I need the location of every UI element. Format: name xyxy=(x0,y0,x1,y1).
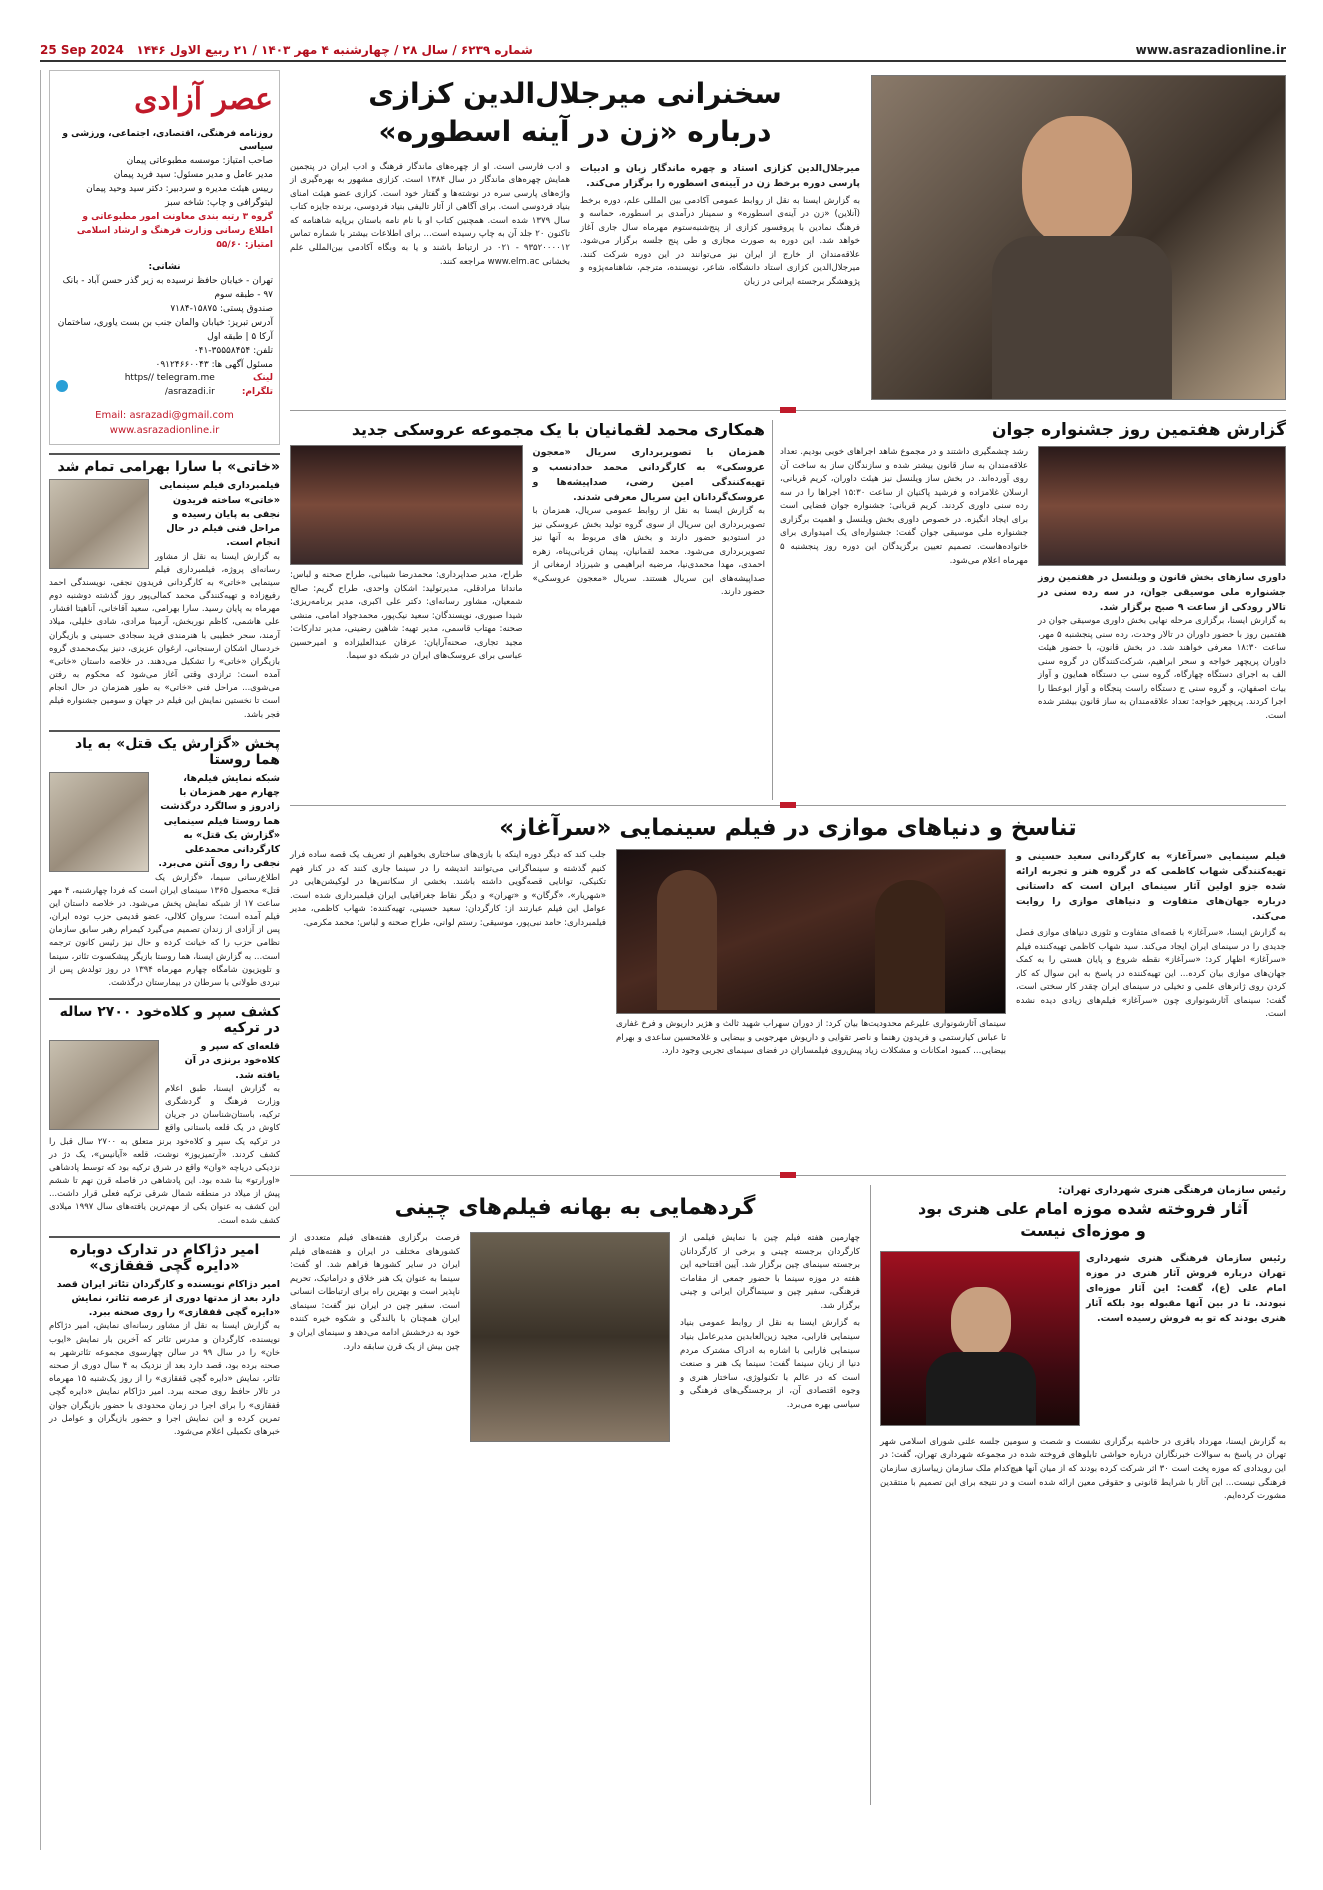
lead-title-line2: درباره «زن در آینه اسطوره» xyxy=(378,114,772,148)
side-story-turkey xyxy=(49,998,280,1228)
portrait-body xyxy=(992,236,1172,400)
youth-col1: به گزارش ایسنا، برگزاری مرحله نهایی بخش داوری موسیقی جوان در هفتمین روز با حضور داوران در تالار وحدت، رده سنی پنجشنبه ۵ مهر، ساعت ۱۸:۳۰ معرفی خواهند شد. در بخش قانون، با حضور هیئت داوران پریچهر خواجه و سحر ابراهیم، شرکت‌کنندگان در گروه سنی الف به اجرای دستگاه چهارگاه، گروه سنی ب دستگاه همایون و آواز بیات اصفهان، و گروه سنی ج دستگاه راست پنجگاه و آواز ابوعطا را اجرا کردند. پریچهر خواجه: تعداد علاقه‌مندان به ساز قانون بیشتر شده است. xyxy=(1038,616,1286,722)
museum-story xyxy=(880,1185,1286,1805)
chief-editor: رییس هیئت مدیره و سردبیر: دکتر سید وحید پیمان xyxy=(86,184,273,195)
fortress-photo xyxy=(49,1040,159,1130)
red-divider-mark xyxy=(780,1172,796,1178)
kazzazi-photo xyxy=(871,75,1286,400)
separator xyxy=(772,420,773,800)
telegram-icon xyxy=(56,380,68,392)
side-story-title: «خاتی» با سارا بهرامی تمام شد xyxy=(57,459,280,476)
side-story-lead: امیر دژاکام نویسنده و کارگردان تئاتر ایران قصد دارد بعد از مدتها دوری از عرصه تئاتر، نمایش «دایره گچی قفقازی» را روی صحنه ببرد. xyxy=(56,1278,280,1319)
director: مدیر عامل و مدیر مسئول: سید فرید پیمان xyxy=(113,170,273,181)
film-col2: سینمای آثارشونواری علیرغم محدودیت‌ها بیان کرد: از دوران سهراب شهید ثالث و هژیر داریوش و فرخ غفاری تا عباس کیارستمی و فریدون رهنما و ناصر تقوایی و داریوش مهرجویی و بیضایی و غلامحسین ساعدی و بهرام بیضایی... کمبود امکانات و مشکلات زیاد پیش‌روی فیلمسازان در فضای سینمای تجربی وجود دارد. xyxy=(616,1019,1006,1057)
side-story-lead: شبکه نمایش فیلم‌ها، چهارم مهر همزمان با زادروز و سالگرد درگذشت هما روستا فیلم سینمایی «گزارش یک قتل» به کارگردانی محمدعلی نجفی را روی آنتن می‌برد. xyxy=(158,772,280,870)
side-story-title: کشف سپر و کلاه‌خود ۲۷۰۰ ساله در ترکیه xyxy=(59,1004,280,1037)
puppet-col1: به گزارش ایسنا به نقل از روابط عمومی سریال، همزمان با تصویربرداری این سریال از سوی گروه تولید بخش عروسکی نیز در استودیو حضور دارند و بخش های مربوط به آنها نیز تصویربرداری می‌شود. محمد لقمانیان، پیمان قربانی‌پناه، زهره احمدی، مهدا محمدی‌نیا، مرضیه ابراهیمی و شیرزاد ارمغانی از صداپیشه‌های این سریال هستند. سریال «معجون عروسکی» حضور دارند. xyxy=(532,506,765,598)
publication-info xyxy=(49,70,280,445)
lead-col-right xyxy=(580,161,860,290)
youth-festival-story xyxy=(780,420,1286,800)
youth-col-right xyxy=(1038,446,1286,724)
contact-block xyxy=(56,408,273,438)
figure-left xyxy=(657,870,717,1010)
telegram-label: لینک تلگرام: xyxy=(241,373,273,398)
puppet-col-left xyxy=(290,445,523,664)
subtitle: روزنامه فرهنگی، اقتصادی، اجتماعی، ورزشی و سیاسی xyxy=(62,128,273,153)
lead-col1: به گزارش ایسنا به نقل از روابط عمومی آکادمی بین المللی علم، دوره برخط (آنلاین) «زن در آینه‌ی اسطوره» و سمینار درآمدی بر اسطوره، حماسه و فرهنگ نمادین با پروفسور کزازی از پنج‌شنبه‌ستوم مهرماه سال جاری آغاز خواهد شد. این دوره به صورت مجازی و طی پنج جلسه برگزار می‌شود. علاقه‌مندان از خارج از ایران نیز می‌توانند در این دوره شرکت کنند. میرجلال‌الدین کزازی استاد دانشگاه، شاعر، نویسنده، مترجم، شاهنامه‌پژوه و پژوهشگر برجسته ایرانی در زبان xyxy=(580,195,860,288)
grade-info: گروه ۳ رتبه بندی معاونت امور مطبوعاتی و اطلاع رسانی وزارت فرهنگ و ارشاد اسلامی امتیاز: ۵۵/۶۰ xyxy=(76,212,273,250)
puppet-story xyxy=(290,420,765,800)
chinese-film-story xyxy=(290,1185,860,1805)
chinese-col-right xyxy=(680,1232,860,1442)
chinese-col3: فرصت برگزاری هفته‌های فیلم متعددی از کشورهای مختلف در ایران و هفته‌های فیلم ایران در سایر کشورها فراهم شد. او گفت: سینما به عنوان یک هنر خلاق و دراماتیک، تحریم ناپذیر است و بهترین راه برای ارتباطات انسانی است. سفیر چین در ایران نیز گفت: سینمای ایران همچنان با بالندگی و شکوه خیره کننده خود به درخشش ادامه می‌دهد و سینمای ایران و چین بیش از یک قرن سابقه دارد. xyxy=(289,1233,460,1352)
museum-lead: رئیس سازمان فرهنگی هنری شهرداری تهران درباره فروش آثار هنری در موزه امام علی (ع)، گفت: این آثار موزه‌ای نبودند. تا در بین آنها مقبوله بود بلکه آثار هنری بودند که تو به فروش رسیده است. xyxy=(1086,1252,1286,1324)
masthead-bar xyxy=(40,40,1286,62)
puppet-lead: همزمان با تصویربرداری سریال «معجون عروسکی» به کارگردانی محمد حدادنسب و تهیه‌کنندگی امین رضی، صداپیشه‌ها و عروسک‌گردانان این سریال معرفی شدند. xyxy=(532,447,765,503)
film-col-right xyxy=(1016,849,1286,1149)
museum-title-line1: آثار فروخته شده موزه امام علی هنری بود xyxy=(917,1199,1249,1218)
separator xyxy=(870,1185,871,1805)
address-tabriz: آدرس تبریز: خیابان والمان جنب بن بست یاوری، ساختمان آرکا ۵ | طبقه اول xyxy=(57,317,273,342)
lead-text xyxy=(290,75,860,290)
speaker-face xyxy=(951,1287,1011,1357)
museum-kicker: رئیس سازمان فرهنگی هنری شهرداری تهران: xyxy=(1058,1185,1286,1196)
lead-intro: میرجلال‌الدین کزازی استاد و چهره ماندگار زبان و ادبیات پارسی دوره برخط زن در آیینه‌ی اسطوره را برگزار می‌کند. xyxy=(580,162,860,189)
lead-title-line1: سخنرانی میرجلال‌الدین کزازی xyxy=(368,77,782,110)
speaker-body xyxy=(926,1352,1036,1426)
side-story-body: به گزارش ایسنا، طبق اعلام وزارت فرهنگ و گردشگری ترکیه، باستان‌شناسان در جریان کاوش در یک قلعه باستانی واقع در ترکیه یک سپر و کلاه‌خود برنز متعلق به ۲۷۰۰ سال قبل را کشف کردند. «آرتمیزیوز» نوشت، قلعه «آیانیس»، یک دژ در نزدیکی دریاچه «وان» واقع در شرق ترکیه بود که توسط پادشاهی «اورارتو» بنا شده بود. این پادشاهی در فاصله قرن نهم تا ششم پیش از میلاد در منطقه شمال شرقی ترکیه فعلی قرار داشت... این کشف به عنوان یکی از مهم‌ترین یافته‌های سال ۱۹۹۷ میلادی کشف شده است. xyxy=(49,1083,281,1226)
chinese-col2: به گزارش ایسنا به نقل از روابط عمومی بنیاد سینمایی فارابی، مجید زین‌العابدین مدیرعامل بنیاد سینمایی فارابی با اشاره به ادراک مشترک مردم دنیا از زبان سینما گفت: سینما یک هنر و صنعت است که در عالم با تکنولوژی، ساختار هنری و وجوه اقتصادی آن، از برجستگی‌های فرهنگی و سیاسی بهره می‌برد. xyxy=(680,1318,860,1410)
email-link[interactable]: Email: asrazadi@gmail.com xyxy=(95,410,234,422)
youth-lead: داوری سازهای بخش قانون و ویلنسل در هفتمین روز جشنواره ملی موسیقی جوان، در سه رده سنی در تالار رودکی از ساعت ۹ صبح برگزار شد. xyxy=(1038,572,1286,613)
main-content xyxy=(290,70,1286,1850)
site-url[interactable]: www.asrazadionline.ir xyxy=(1135,43,1286,57)
web-link[interactable]: www.asrazadionline.ir xyxy=(109,425,220,437)
issue-date-en: 25 Sep 2024 xyxy=(40,43,124,57)
side-story-homa-rousta xyxy=(49,730,280,990)
side-story-khati xyxy=(49,453,280,721)
address-tehran: تهران - خیابان حافظ نرسیده به زیر گذر حسن آباد - بانک ۹۷ - طبقه سوم xyxy=(62,275,273,300)
puppet-col-right xyxy=(533,445,766,664)
side-story-title: امیر دژاکام در تدارک دوباره «دایره گچی قفقازی» xyxy=(69,1241,260,1274)
youth-title: گزارش هفتمین روز جشنواره جوان xyxy=(992,420,1286,440)
owner: صاحب امتیاز: موسسه مطبوعاتی پیمان xyxy=(126,156,273,167)
po-box: صندوق پستی: ۱۵۸۷۵-۷۱۸۴ xyxy=(170,303,273,314)
side-story-lead: فیلمبرداری فیلم سینمایی «خاتی» ساخته فریدون نجفی به پایان رسیده و مراحل فنی فیلم در حال انجام است. xyxy=(159,480,280,549)
ads-contact: مسئول آگهی ها: ۰۹۱۲۴۶۶۰۰۴۳ xyxy=(155,359,273,370)
homa-rousta-photo xyxy=(49,772,149,872)
puppet-cast-photo xyxy=(290,445,523,565)
figure-right xyxy=(875,880,945,1014)
film-title: تناسخ و دنیاهای موازی در فیلم سینمایی «سرآغاز» xyxy=(499,815,1077,841)
side-story-title: پخش «گزارش یک قتل» به یاد هما روستا xyxy=(74,735,280,768)
puppet-title: همکاری محمد لقمانیان با یک مجموعه عروسکی جدید xyxy=(351,420,765,439)
address-label: نشانی: xyxy=(148,261,181,272)
chinese-col-left xyxy=(290,1232,460,1442)
issue-info xyxy=(40,43,533,57)
side-story-body: به گزارش ایسنا به نقل از مشاور رسانه‌ای نمایش، امیر دژاکام نویسنده، کارگردان و مدرس تئاتر که آخرین بار نمایش «ایوب خان» را در سال ۹۹ در سالن چهارسوی مجموعه تئاترشهر به صحنه برده بود، قصد دارد بعد از نزدیک به ۴ سال دوری از صحنه تئاتر، نمایش «دایره گچی قفقازی» را از روز یک‌شنبه ۱۵ مهرماه در تالار حافظ روی صحنه ببرد. امیر دژاکام نمایش «دایره گچی قفقازی» را برای اجرا در زمان محدودی با حضور بازیگران جوان تمرین کرده و این نمایش اجرا و حضور بازیگران و عوامل در خبرهای تکمیلی اعلام می‌شود. xyxy=(49,1321,280,1437)
qanun-player-photo xyxy=(1038,446,1286,566)
chinese-col-middle xyxy=(470,1232,670,1442)
issue-text: شماره ۶۲۳۹ / سال ۲۸ / چهارشنبه ۴ مهر ۱۴۰۳ / ۲۱ ربیع الاول ۱۴۴۶ xyxy=(136,43,533,57)
puppet-col2: طراح، مدیر صداپرداری: محمدرضا شیبانی، طراح صحنه و لباس: ماندانا مرادقلی، مدیرتولید: اشکان واحدی، طراح گریم: صالح شمعیان، مشاور رسانه‌ای: دکتر علی اکبری، مدیر برنامه‌ریزی: شیدا صبوری، نویسندگان: سعید نیک‌پور، محمدجواد امامی، منشی صحنه: مهتاب قاسمی، مدیر تهیه: شاهین رضینی، مدیر تدارکات: مجید تجاری، صحنه‌آرایان: عرفان عبدالعلیزاده و امیرحسین عباسی برای عروسک‌های ایران در شبکه دو سیما. xyxy=(290,570,523,662)
film-col3: جلب کند که دیگر دوره اینکه با بازی‌های ساختاری بخواهیم از تعریف یک قصه ساده فرار کنیم گذشته و سینماگرانی می‌توانند اندیشه را در سینما جاری کنند که در کنار فهم تکنیکی، توانایی قصه‌گویی داشته باشند. بخشی از سکانس‌ها در لوکیشن‌هایی در «شهریار»، «گرگان» و «تهران» و دیگر نقاط جغرافیایی ایران فیلمبرداری شده است. عوامل این فیلم عبارتند از: کارگردان: سعید حسینی، تهیه‌کننده: شهاب کاظمی، مدیر فیلمبرداری: حامد نبی‌پور، موسیقی: رستم لوانی، طراح صحنه و لباس: محمد مکرمی. xyxy=(290,850,606,928)
lead-story xyxy=(290,70,1286,405)
film-lead: فیلم سینمایی «سرآغاز» به کارگردانی سعید حسینی و تهیه‌کنندگی شهاب کاظمی که در گروه هنر و تجربه ارائه شده جزو اولین آثار سینمای ایران است که داستانی درباره جهان‌های متفاوت و دنیاهای موازی را روایت می‌کند. xyxy=(1016,851,1286,922)
lead-col2: و ادب فارسی است. او از چهره‌های ماندگار فرهنگ و ادب ایران در پنجمین همایش چهره‌های ماندگار در سال ۱۳۸۴ است. کزازی مشهور به بهره‌گیری از واژه‌های پارسی سره در نوشته‌ها و گفتار خود است. کزازی عضو هیئت امنای بنیاد فردوسی است. برای آگاهی از آثار تالیفی بنیاد فردوسی، برنده جایزه کتاب سال ۱۳۷۹ شده است. همچنین کتاب او با نام نامه باستان برپایه شاهنامه که تاکنون ۲۰ جلد آن به چاپ رسیده است... برای اطلاعات بیشتر با شماره تماس ۹۳۵۲۰۰۰۰۱۲ - ۰۲۱ در ارتباط باشند و یا به وبگاه آکادمی بین‌المللی علم بخشانی www.elm.ac مراجعه کنند. xyxy=(290,161,570,267)
sidebar xyxy=(40,70,280,1850)
side-story-lead: قلعه‌ای که سپر و کلاه‌خود برنزی در آن یافته شد. xyxy=(184,1041,280,1081)
chinese-title: گردهمایی به بهانه فیلم‌های چینی xyxy=(394,1195,756,1220)
telegram-row xyxy=(56,372,273,400)
side-story-dejakam xyxy=(49,1236,280,1439)
speaker-photo xyxy=(880,1251,1080,1426)
red-divider-mark xyxy=(780,802,796,808)
side-story-body: اطلاع‌رسانی سیما، «گزارش یک قتل» محصول ۱۳۶۵ سینمای ایران است که فردا چهارشنبه، ۴ مهر ساعت ۱۷ از شبکه نمایش پخش می‌شود. در خلاصه داستان این فیلم آمده است: سروان کلالی، عضو قدیمی حزب توده ایران، پس از آزادی از زندان تصمیم می‌گیرد کیمرام رهبر سابق سازمان نظامی حزب را که خیانت کرده و حال نیز رئیس کانون ترجمه است... به گزارش ایسنا، هما روستا بازیگر پیشکسوت تئاتر، سینما و تلویزیون شامگاه چهارم مهرماه ۱۳۹۴ در روز تولدش پس از نبردی طولانی با سرطان در بیمارستان درگذشت. xyxy=(49,872,280,988)
side-story-body: به گزارش ایسنا به نقل از مشاور رسانه‌ای پروژه، فیلمبرداری فیلم سینمایی «خاتی» به کارگردانی فریدون نجفی، نویسندگی احمد رفیع‌زاده و تهیه‌کنندگی محمد کمالی‌پور روز گذشته دوشنبه دوم مهرماه به پایان رسید. سارا بهرامی، سعید آقاخانی، آناهیتا افشار، علی هاشمی، کاظم نوربخش، آرمیتا مرادی، شادی خلیلی، میلاد آرمند، سحر خطیبی با هنرمندی فرید سجادی حسینی و بازیگران خردسال اشکان ارسنجانی، ارغوان عزیزی، دنیز بیک‌محمدی گروه بازیگران «خاتی» را تشکیل می‌دهند. در خلاصه داستان «خاتی» آمده است: ترازدی وقتی آغاز می‌شود که محکوم به رفتن می‌شوی... مراحل فنی «خاتی» به طور همزمان در حال انجام است تا نخستین نمایش این فیلم در جهان و سومین جشنواره فیلم فجر باشد. xyxy=(49,551,280,720)
print-info: لیتوگرافی و چاپ: شاخه سبز xyxy=(165,198,273,209)
actress-photo xyxy=(49,479,149,569)
museum-title-line2: و موزه‌ای نیست xyxy=(1020,1221,1146,1241)
museum-body: به گزارش ایسنا، مهرداد باقری در حاشیه برگزاری نشست و شصت و سومین جلسه علنی شورای اسلامی شهر تهران در پاسخ به سوالات خبرنگاران درباره حواشی تابلوهای فروخته شده در مجموعه شهرداری تهران، گفت: در این رویدادی که موزه پخت است ۳۰ اثر شرکت کرده بودند که از میان آنها هیچ‌کدام ملک سازمان زیبا‌سازی سازمان فرهنگی نیست... این آثار با شرایط قانونی و حقوقی معین ارائه شده است و در نتیجه برای این تصمیم با منتقدین مشورت کرده‌ایم. xyxy=(880,1436,1286,1502)
phone: تلفن: ۳۵۵۵۸۴۵۴-۰۴۱ xyxy=(193,345,273,356)
newspaper-logo: عصر آزادی xyxy=(134,82,273,117)
chinese-col1: چهارمین هفته فیلم چین با نمایش فیلمی از کارگردان برجسته چینی و برخی از کارگردانان برجسته سینمای چین برگزار شد. آیین افتتاحیه این هفته در موزه سینما با حضور جمعی از مقامات فرهنگی، سفیر چین و سینماگران ایرانی و چینی برگزار شد. xyxy=(680,1233,860,1311)
film-story xyxy=(290,815,1286,1170)
portrait-face xyxy=(1022,116,1132,246)
red-divider-mark xyxy=(780,407,796,413)
film-col1: به گزارش ایسنا، «سرآغاز» با قصه‌ای متفاوت و تئوری دنیاهای موازی فصل جدیدی را در سینمای ایران ایجاد می‌کند. سید شهاب کاظمی تهیه‌کننده فیلم «سرآغاز» اظهار کرد: «سرآغاز» نقطه شروع و پایان هستی را به کمک جهان‌های موازی بیان کرده... این تهیه‌کننده در پاسخ به این سوال که کار کردن روی ژانرهای علمی و تخیلی در سینمای ایران چقدر کار سختی است، گفت: سینمای آثارشونواری چون «سرآغاز» فیلم‌های زیادی دیده نشده است. xyxy=(1016,928,1286,1020)
film-col-middle xyxy=(616,849,1006,1149)
film-still-photo xyxy=(616,849,1006,1014)
audience-photo xyxy=(470,1232,670,1442)
telegram-link[interactable]: https// telegram.me /asrazadi.ir xyxy=(124,373,215,398)
youth-col2: رشد چشمگیری داشتند و در مجموع شاهد اجراهای خوبی بودیم. تعداد علاقه‌مندان به ساز قانون بیشتر شده و سازندگان ساز به ساخت آن روی آورده‌اند. در بخش ساز ویلنسل نیز هیئت داوران، کریم قربانی، ارسلان غلامزاده و فرشید پاکنیان از ساعت ۱۵:۳۰ اجراها را در سه رده سنی داوری کردند. کریم قربانی: جشنواره جوان فضایی است برای ایجاد انگیزه. در خصوص داوری بخش ویلنسل و اهمیت برگزاری جشنواره ملی موسیقی جوان گفت: جشنواره‌ای یک امیدواری برای خانواده‌هاست. تصمیم تعیین برگزیدگان این دوره روز پنجشنبه ۵ مهرماه اعلام می‌شود. xyxy=(780,447,1028,566)
